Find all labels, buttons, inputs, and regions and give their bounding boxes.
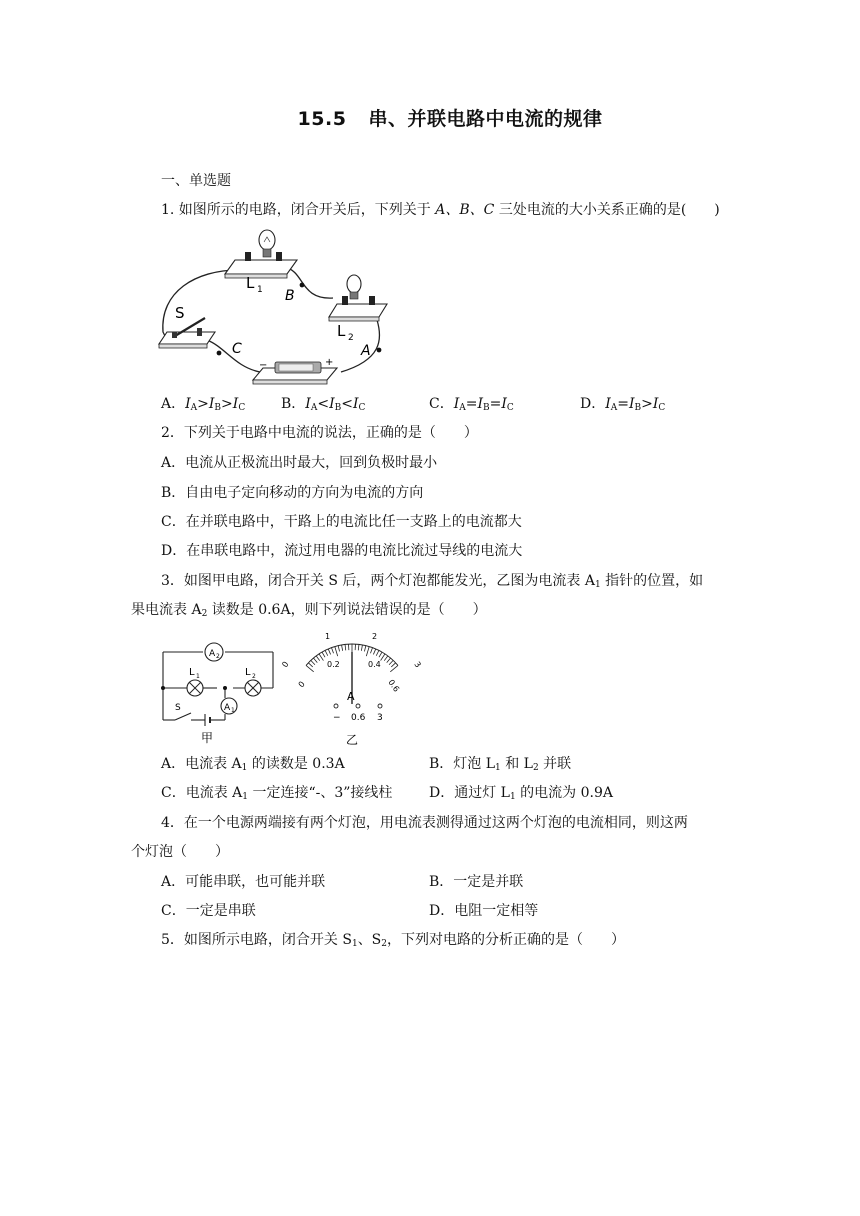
question-5-stem: 5．如图所示电路，闭合开关 $S_1$、$S_2$，下列对电路的分析正确的是（ ） [161,932,626,949]
svg-text:0.6: 0.6 [351,713,366,723]
question-2-stem: 2．下列关于电路中电流的说法，正确的是（ ） [161,425,478,441]
dial-tick [389,660,393,664]
dial-tick [387,658,391,663]
dial-tick [319,654,323,661]
q2-option-b[interactable]: B．自由电子定向移动的方向为电流的方向 [161,485,424,501]
svg-text:2: 2 [348,333,354,343]
svg-text:L: L [246,274,255,292]
dial-tick [338,646,339,652]
dial-tick [391,663,395,667]
figure-q3-yi-ammeter [280,630,430,750]
dial-tick [311,660,315,664]
dial-tick [345,644,346,650]
figure-q3-jia-parallel-circuit [155,636,280,746]
q4-option-b[interactable]: B．一定是并联 [429,874,524,890]
q4-option-c[interactable]: C．一定是串联 [161,903,256,919]
svg-text:S: S [175,703,181,713]
title-number: 15.5 [297,108,347,130]
dial-tick [342,645,343,651]
section-heading: 一、单选题 [161,173,231,189]
svg-text:−: − [259,360,268,371]
q3-option-b[interactable]: B．灯泡 $L_1$ 和 $L_2$ 并联 [429,756,572,773]
q2-option-a[interactable]: A．电流从正极流出时最大，回到负极时最小 [161,455,438,471]
q1-option-d[interactable]: D．$I_A=I_B>I_C$ [580,396,666,413]
question-3-stem-line2: 果电流表 $A_2$ 读数是 0.6A，则下列说法错误的是（ ） [131,602,487,619]
outer-tick-2: 2 [372,632,378,641]
svg-text:1: 1 [231,707,235,714]
dial-tick [370,648,372,654]
dial-tick [366,647,369,657]
q1-option-c[interactable]: C．$I_A=I_B=I_C$ [429,396,514,413]
outer-tick-0: 0 [280,659,291,670]
dial-tick [325,650,328,655]
dial-tick [364,646,365,652]
q4-option-d[interactable]: D．电阻一定相等 [429,903,539,919]
svg-text:A: A [361,343,371,359]
page-title [0,104,860,131]
svg-text:A: A [224,703,231,713]
dial-tick [322,652,325,657]
question-3-stem-line1: 3．如图甲电路，闭合开关 S 后，两个灯泡都能发光，乙图为电流表 $A_1$ 指针的位置，如 [161,573,704,590]
dial-tick [328,649,330,655]
inner-tick-0: 0 [296,679,307,690]
svg-text:2: 2 [216,653,220,660]
svg-text:A: A [347,690,355,703]
svg-text:L: L [245,667,251,678]
inner-tick-3: 0.6 [386,677,402,694]
title-text: 串、并联电路中电流的规律 [368,108,603,130]
svg-text:B: B [285,288,295,304]
dial-tick [379,652,382,657]
question-1-stem: 1. 如图所示的电路，闭合开关后，下列关于 A、B、C 三处电流的大小关系正确的是( ) [161,202,720,218]
outer-tick-3: 3 [412,659,423,670]
dial-tick [384,656,388,661]
q3-option-c[interactable]: C．电流表 $A_1$ 一定连接“-、3”接线柱 [161,785,393,802]
svg-text:甲: 甲 [201,731,214,745]
svg-text:C: C [232,341,242,357]
q3-option-d[interactable]: D．通过灯 $L_1$ 的电流为 0.9A [429,785,613,802]
q1-option-b[interactable]: B．$I_A<I_B<I_C$ [281,396,366,413]
dial-tick [358,644,359,650]
q4-option-a[interactable]: A．可能串联，也可能并联 [161,874,326,890]
dial-tick [308,663,312,667]
svg-text:L: L [337,322,346,340]
figure-q1-series-circuit [155,222,395,387]
svg-text:1: 1 [196,673,200,680]
svg-text:S: S [175,304,185,322]
question-4-stem-line1: 4．在一个电源两端接有两个灯泡，用电流表测得通过这两个灯泡的电流相同，则这两 [161,815,688,831]
dial-tick [361,645,362,651]
svg-text:3: 3 [377,713,383,723]
dial-tick [335,647,338,657]
outer-tick-1: 1 [325,632,331,641]
inner-tick-2: 0.4 [368,660,381,669]
dial-tick [376,650,379,655]
dial-tick [331,648,333,654]
q1-option-a[interactable]: A．$I_A>I_B>I_C$ [161,396,246,413]
svg-text:1: 1 [257,285,263,295]
dial-tick [381,654,385,661]
inner-tick-1: 0.2 [327,660,340,669]
dial-tick [313,658,317,663]
svg-text:乙: 乙 [346,733,359,747]
q3-option-a[interactable]: A．电流表 $A_1$ 的读数是 0.3A [161,756,345,773]
question-4-stem-line2: 个灯泡（ ） [131,844,229,860]
svg-text:2: 2 [252,673,256,680]
svg-text:−: − [333,713,341,723]
svg-text:+: + [325,357,334,368]
dial-tick [373,649,375,655]
dial-tick [316,656,320,661]
svg-text:A: A [209,649,216,659]
svg-text:L: L [189,667,195,678]
q2-option-d[interactable]: D．在串联电路中，流过用电器的电流比流过导线的电流大 [161,543,523,559]
q2-option-c[interactable]: C．在并联电路中，干路上的电流比任一支路上的电流都大 [161,514,522,530]
